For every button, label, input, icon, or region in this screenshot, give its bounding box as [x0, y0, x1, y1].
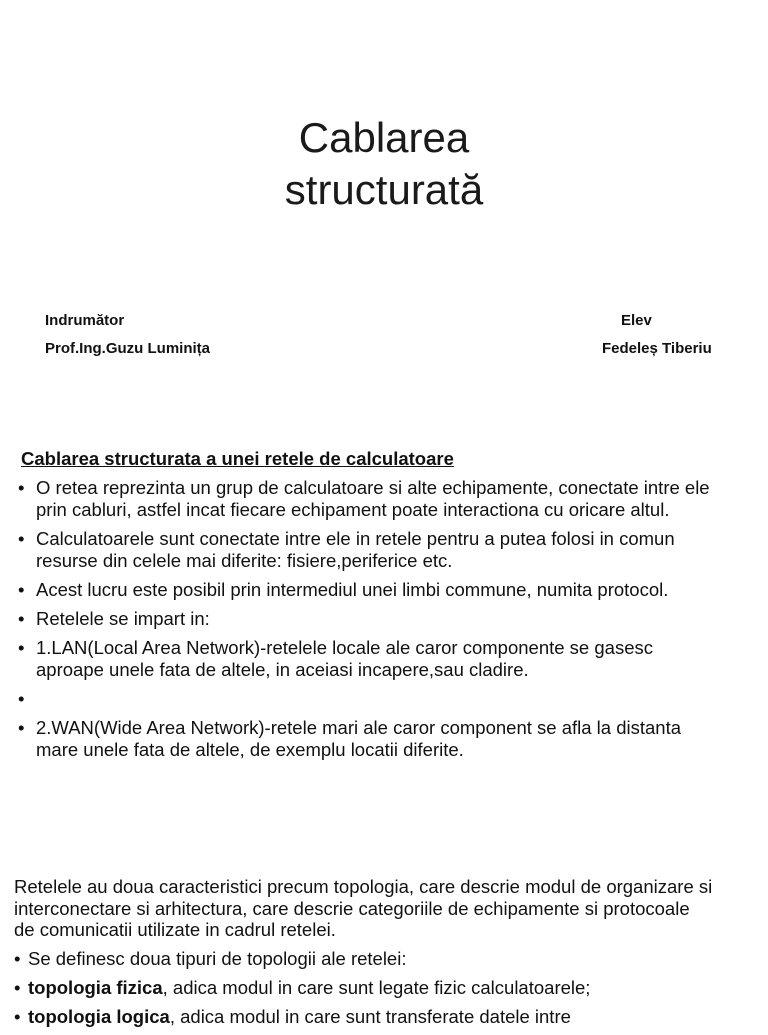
bullet-list	[18, 477, 718, 768]
bullet-item-empty	[18, 688, 718, 710]
topology-term: topologia logica	[28, 1006, 170, 1027]
topology-list	[14, 948, 754, 1035]
topology-item	[14, 1006, 754, 1028]
topology-intro	[14, 948, 754, 970]
topology-term: topologia fizica	[28, 977, 163, 998]
mentor-name: Prof.Ing.Guzu Luminița	[45, 340, 210, 357]
bullet-dot: •	[18, 608, 25, 629]
bullet-dot: •	[18, 579, 25, 600]
bullet-dot: •	[14, 948, 21, 969]
slide-title	[0, 112, 768, 216]
bullet-item	[18, 637, 718, 681]
topology-desc: , adica modul in care sunt legate fizic calculatoarele;	[162, 977, 591, 998]
bullet-text: Calculatoarele sunt conectate intre ele in retele pentru a putea folosi in comun resurse din celele mai diferite: fisiere,periferice etc.	[36, 528, 675, 571]
student-name: Fedeleș Tiberiu	[602, 340, 712, 357]
mentor-label: Indrumător	[45, 312, 125, 329]
section-heading: Cablarea structurata a unei retele de calculatoare	[21, 448, 454, 469]
content-slide	[0, 420, 768, 1027]
bullet-text: 1.LAN(Local Area Network)-retelele locale ale caror componente se gasesc aproape unele fata de altele, in aceiasi incapere,sau cladire.	[36, 637, 653, 680]
bullet-item	[18, 528, 718, 572]
bullet-text: O retea reprezinta un grup de calculatoare si alte echipamente, conectate intre ele prin cabluri, astfel incat fiecare echipament poate interactiona cu oricare altul.	[36, 477, 710, 520]
bullet-item	[18, 477, 718, 521]
title-line-1: Cablarea	[298, 114, 470, 161]
bullet-dot: •	[18, 688, 25, 709]
bullet-dot: •	[18, 717, 25, 738]
bullet-dot: •	[18, 637, 25, 658]
bullet-text: Acest lucru este posibil prin intermediul unei limbi commune, numita protocol.	[36, 579, 669, 600]
bullet-text: 2.WAN(Wide Area Network)-retele mari ale caror component se afla la distanta mare unele fata de altele, de exemplu locatii diferite.	[36, 717, 682, 760]
bullet-text: Retelele se impart in:	[36, 608, 210, 629]
bullet-dot: •	[18, 477, 25, 498]
title-line-2: structurată	[284, 166, 484, 213]
bullet-dot: •	[18, 528, 25, 549]
topology-item	[14, 977, 754, 999]
bullet-dot: •	[14, 977, 21, 998]
topology-desc: , adica modul in care sunt transferate datele intre	[169, 1006, 571, 1027]
bullet-item	[18, 608, 718, 630]
student-label: Elev	[621, 312, 652, 329]
topology-intro-text: Se definesc doua tipuri de topologii ale retelei:	[28, 948, 407, 969]
bullet-item	[18, 579, 718, 601]
title-slide	[0, 0, 768, 410]
bullet-dot: •	[14, 1006, 21, 1027]
characteristics-paragraph: Retelele au doua caracteristici precum topologia, care descrie modul de organizare si interconectare si arhitectura, care descrie categoriile de echipamente si protocoale de comunicatii utilizate in cadrul retelei.	[14, 876, 713, 940]
bullet-item	[18, 717, 718, 761]
